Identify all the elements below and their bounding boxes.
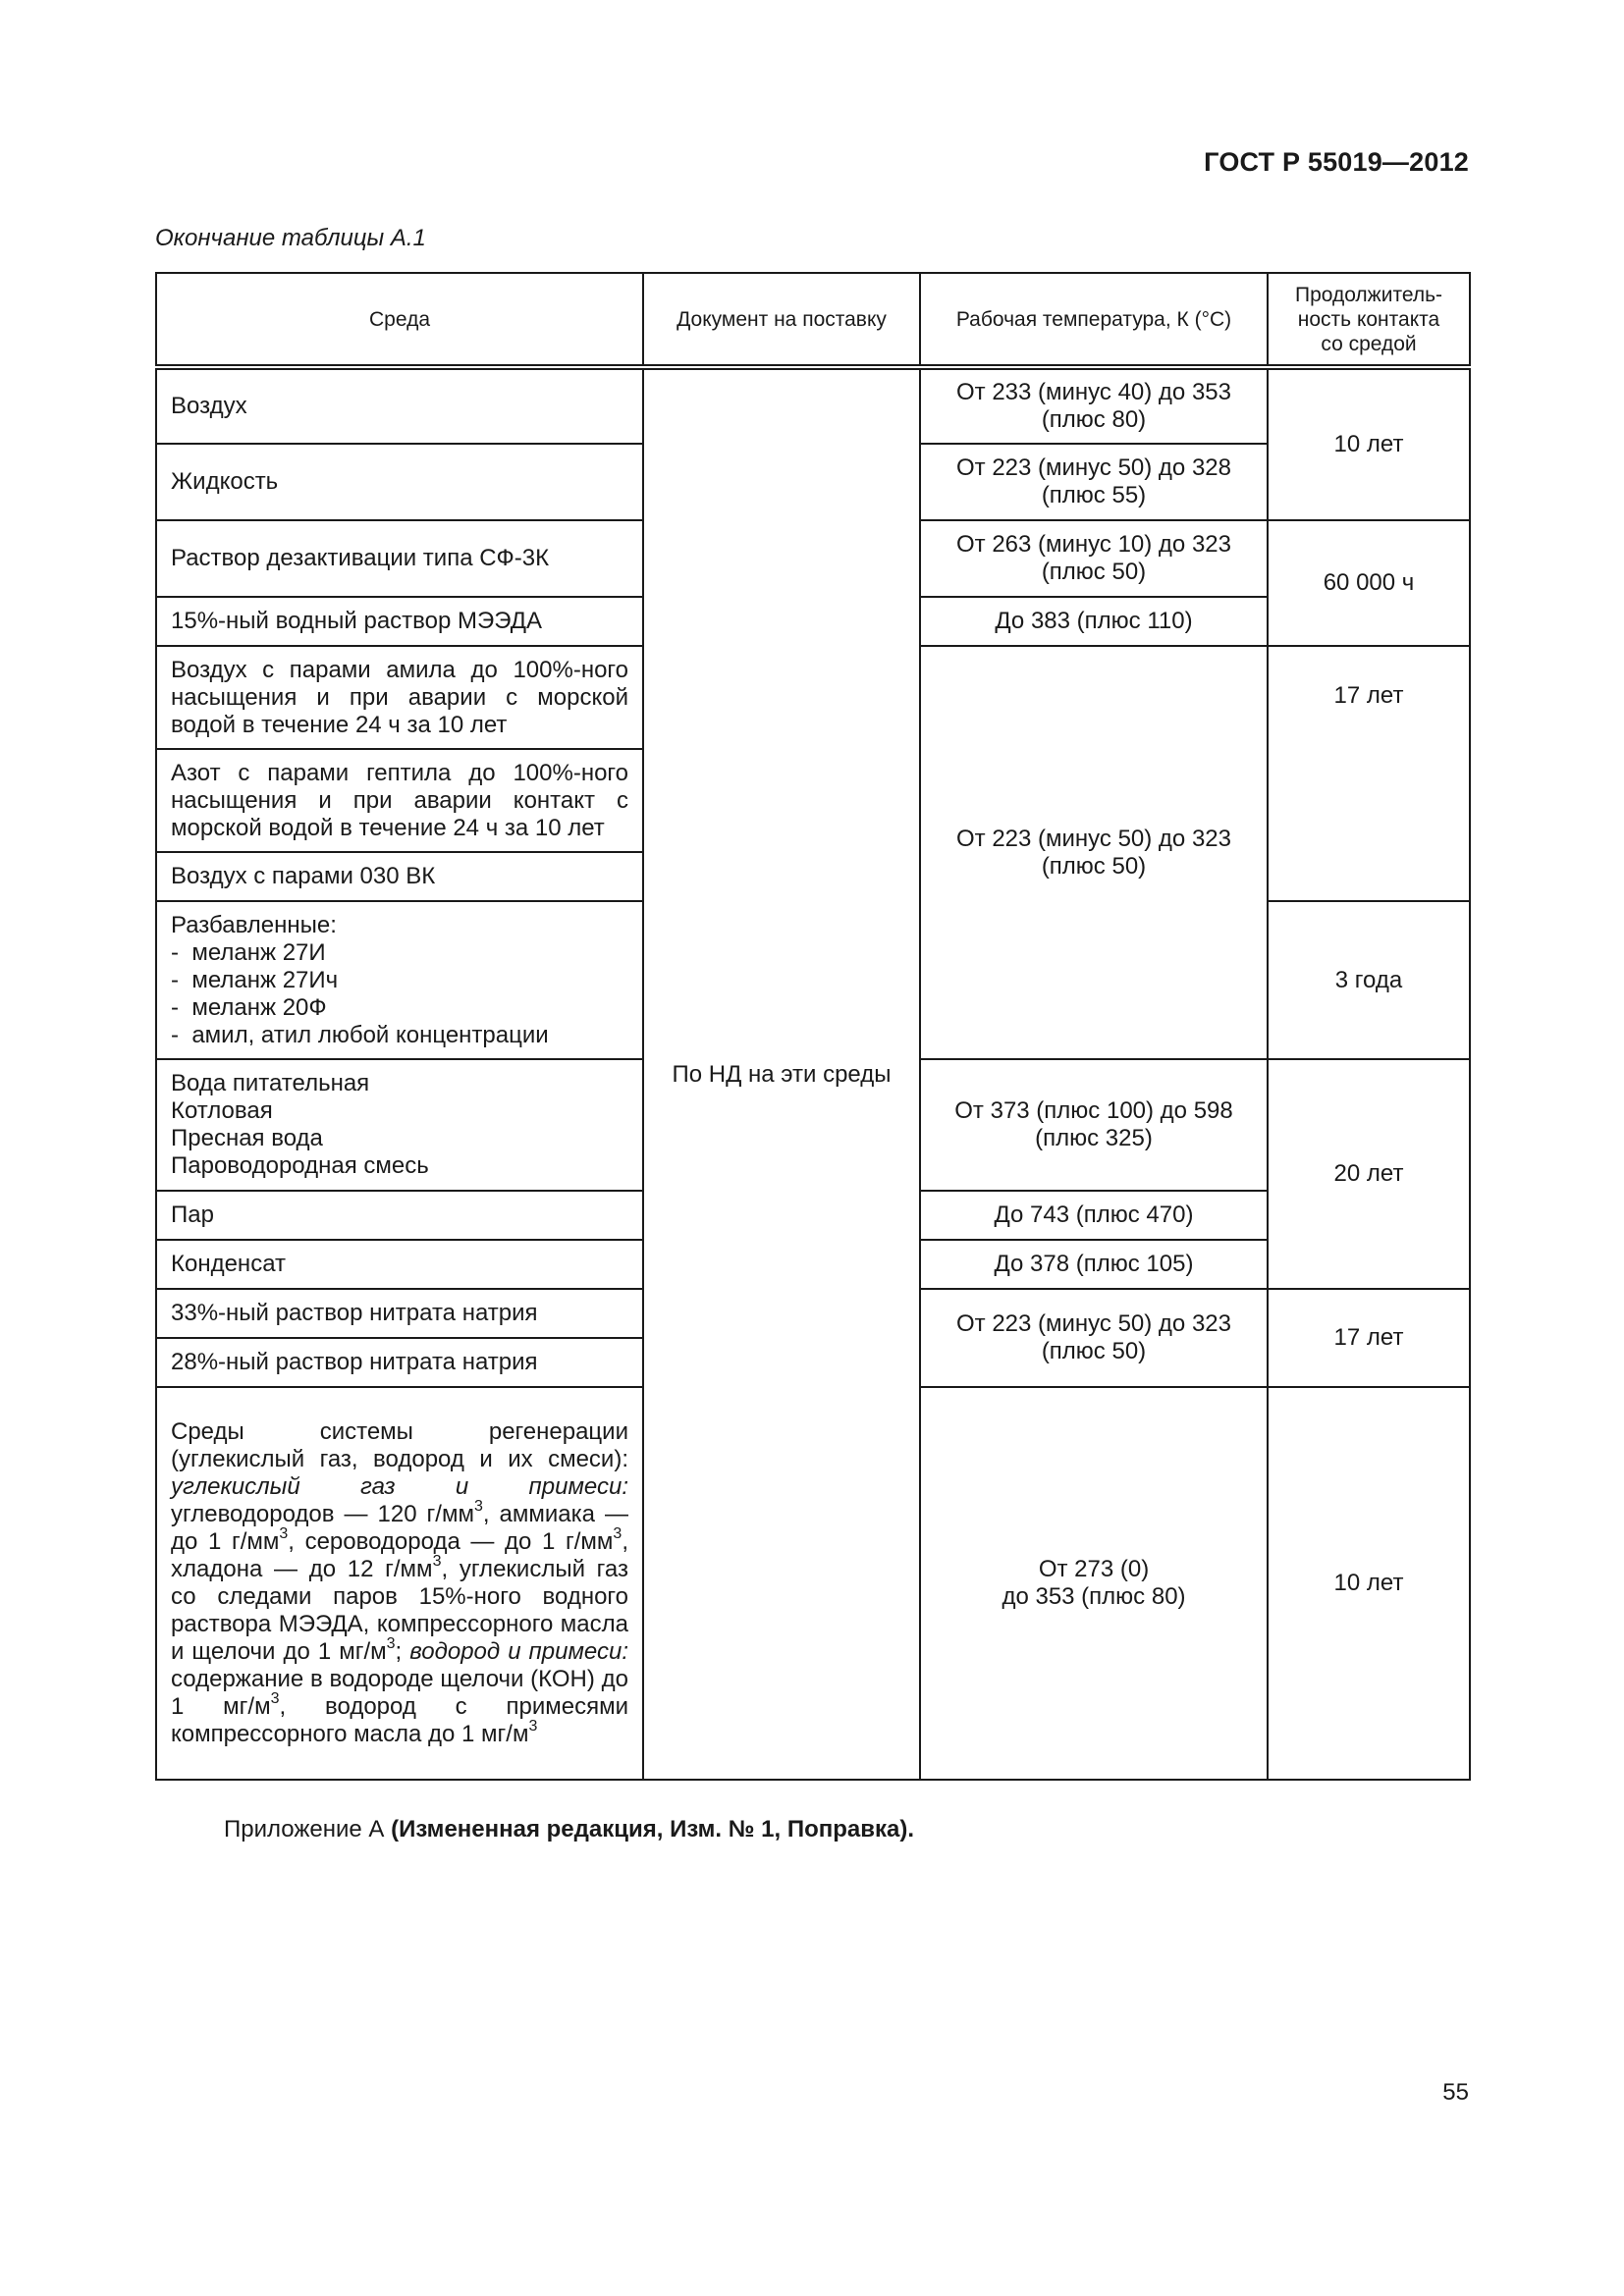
temperature-cell: До 378 (плюс 105) bbox=[920, 1240, 1268, 1289]
header-temperature: Рабочая температура, К (°С) bbox=[920, 273, 1268, 367]
duration-cell: 60 000 ч bbox=[1268, 520, 1470, 646]
medium-list-item: - меланж 27И bbox=[171, 938, 326, 966]
regen-text: , хладона — до 12 г/мм bbox=[171, 1528, 628, 1582]
regen-h2-label: водород и примеси: bbox=[409, 1638, 629, 1665]
document-cell: По НД на эти среды bbox=[643, 367, 920, 1780]
regen-text: , углекислый газ со следами паров 15%-ного водного раствора МЭЭДА, компрессорного масла и щелочи до 1 мг/м bbox=[171, 1556, 628, 1665]
superscript: 3 bbox=[432, 1553, 442, 1570]
temperature-cell: От 263 (минус 10) до 323 (плюс 50) bbox=[920, 520, 1268, 597]
temperature-cell bbox=[920, 1387, 1268, 1780]
temperature-line: От 273 (0) bbox=[1038, 1556, 1150, 1582]
amendment-note bbox=[224, 1816, 914, 1843]
regen-text: ; bbox=[395, 1638, 403, 1665]
medium-cell: Жидкость bbox=[156, 444, 643, 520]
document-code: ГОСТ Р 55019—2012 bbox=[1204, 147, 1469, 177]
medium-cell: 15%-ный водный раствор МЭЭДА bbox=[156, 597, 643, 646]
medium-cell bbox=[156, 901, 643, 1059]
table-row bbox=[156, 367, 1470, 444]
medium-cell: Воздух с парами 030 ВК bbox=[156, 852, 643, 901]
medium-cell: Конденсат bbox=[156, 1240, 643, 1289]
page-number: 55 bbox=[1442, 2079, 1469, 2106]
duration-cell: 10 лет bbox=[1268, 1387, 1470, 1780]
superscript: 3 bbox=[279, 1525, 289, 1542]
medium-cell: 28%-ный раствор нитрата натрия bbox=[156, 1338, 643, 1387]
note-bold: (Измененная редакция, Изм. № 1, Поправка). bbox=[391, 1816, 915, 1842]
medium-cell: Воздух с парами амила до 100%-ного насыщения и при аварии с морской водой в течение 24 ч за 10 лет bbox=[156, 646, 643, 749]
medium-cell bbox=[156, 1059, 643, 1191]
regen-co2-label: углекислый газ и примеси: bbox=[171, 1473, 628, 1500]
temperature-cell: До 743 (плюс 470) bbox=[920, 1191, 1268, 1240]
duration-cell: 17 лет bbox=[1268, 1289, 1470, 1387]
note-prefix: Приложение А bbox=[224, 1816, 392, 1842]
superscript: 3 bbox=[613, 1525, 623, 1542]
duration-cell: 3 года bbox=[1268, 901, 1470, 1059]
medium-list-item: - меланж 27Ич bbox=[171, 966, 339, 993]
superscript: 3 bbox=[473, 1498, 483, 1515]
superscript: 3 bbox=[270, 1690, 280, 1707]
table-header-row bbox=[156, 273, 1470, 367]
medium-cell: Азот с парами гептила до 100%-ного насыщения и при аварии контакт с морской водой в течение 24 ч за 10 лет bbox=[156, 749, 643, 852]
medium-cell: Воздух bbox=[156, 367, 643, 444]
medium-line: Вода питательная bbox=[171, 1070, 370, 1096]
media-table bbox=[155, 272, 1471, 1781]
superscript: 3 bbox=[528, 1718, 538, 1735]
regen-text: углеводородов — 120 г/мм bbox=[171, 1501, 474, 1527]
temperature-cell: До 383 (плюс 110) bbox=[920, 597, 1268, 646]
header-duration: Продолжитель- ность контакта со средой bbox=[1268, 273, 1470, 367]
medium-cell-regeneration bbox=[156, 1387, 643, 1780]
medium-list-title: Разбавленные: bbox=[171, 911, 337, 938]
medium-cell: Раствор дезактивации типа СФ-3К bbox=[156, 520, 643, 597]
medium-line: Пресная вода bbox=[171, 1125, 323, 1151]
medium-list-item: - амил, атил любой концентрации bbox=[171, 1021, 549, 1048]
medium-cell: Пар bbox=[156, 1191, 643, 1240]
duration-cell: 10 лет bbox=[1268, 367, 1470, 520]
temperature-cell: От 223 (минус 50) до 323 (плюс 50) bbox=[920, 646, 1268, 1059]
header-document: Документ на поставку bbox=[643, 273, 920, 367]
duration-cell: 17 лет bbox=[1268, 646, 1470, 901]
medium-line: Котловая bbox=[171, 1097, 273, 1124]
medium-cell: 33%-ный раствор нитрата натрия bbox=[156, 1289, 643, 1338]
header-medium: Среда bbox=[156, 273, 643, 367]
duration-cell: 20 лет bbox=[1268, 1059, 1470, 1289]
temperature-cell: От 223 (минус 50) до 328 (плюс 55) bbox=[920, 444, 1268, 520]
temperature-cell: От 223 (минус 50) до 323 (плюс 50) bbox=[920, 1289, 1268, 1387]
temperature-cell: От 233 (минус 40) до 353 (плюс 80) bbox=[920, 367, 1268, 444]
medium-line: Пароводородная смесь bbox=[171, 1152, 429, 1179]
regen-text: , аммиака — до 1 г/мм bbox=[171, 1501, 628, 1555]
temperature-line: до 353 (плюс 80) bbox=[1001, 1583, 1186, 1610]
medium-list-item: - меланж 20Ф bbox=[171, 993, 327, 1021]
superscript: 3 bbox=[386, 1635, 396, 1652]
regen-intro: Среды системы регенерации (углекислый газ, водород и их смеси): bbox=[171, 1418, 628, 1472]
temperature-cell: От 373 (плюс 100) до 598 (плюс 325) bbox=[920, 1059, 1268, 1191]
table-caption: Окончание таблицы А.1 bbox=[155, 225, 426, 251]
regen-text: содержание в водороде щелочи (КОН) до 1 мг/м bbox=[171, 1666, 628, 1720]
regen-text: , сероводорода — до 1 г/мм bbox=[288, 1528, 614, 1555]
regen-text: , водород с примесями компрессорного масла до 1 мг/м bbox=[171, 1693, 629, 1747]
